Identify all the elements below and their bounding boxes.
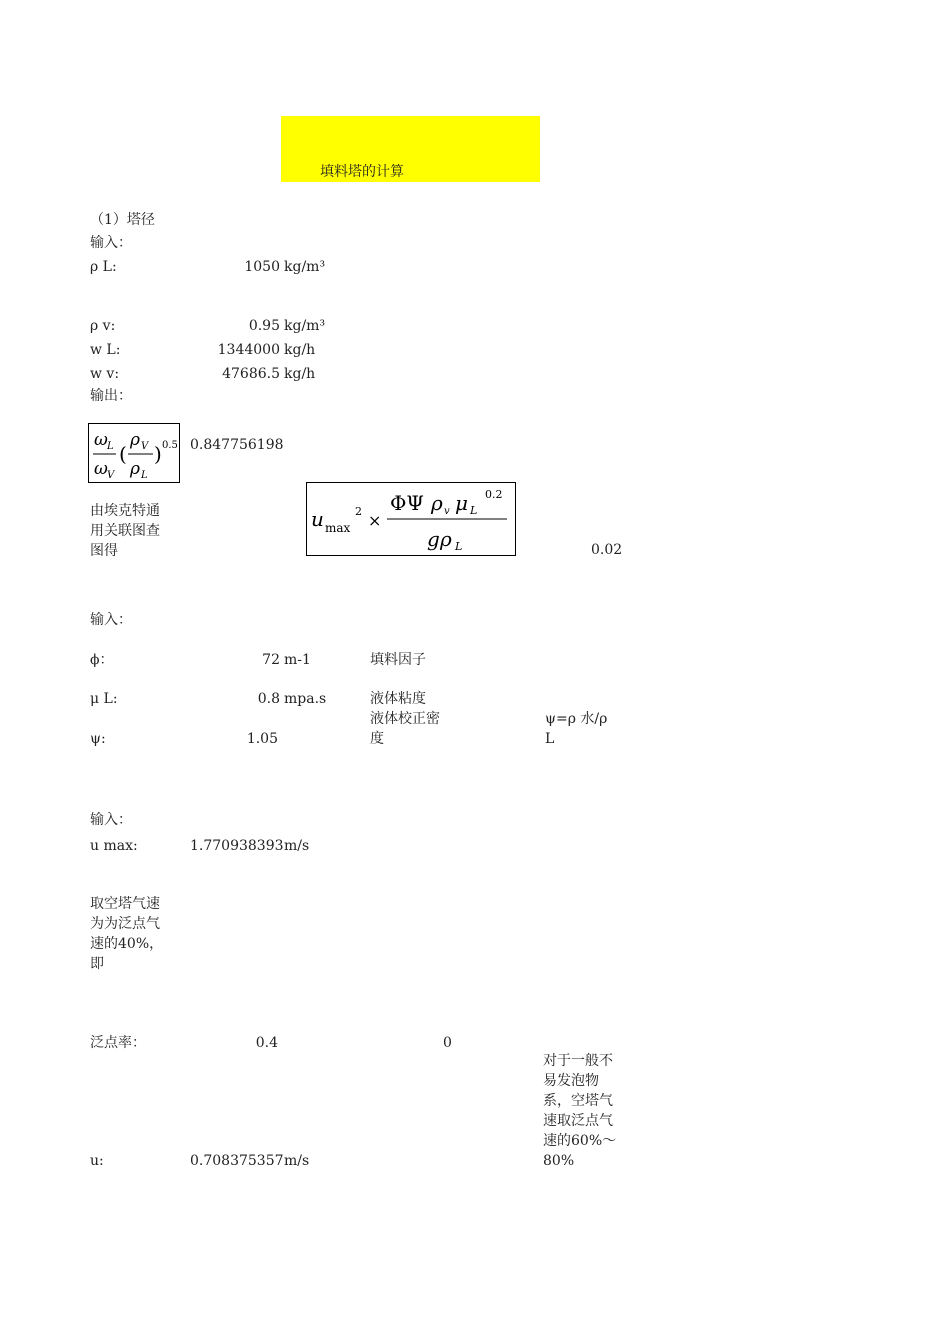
svg-text:×: × [368, 511, 382, 530]
svg-text:μ: μ [455, 491, 468, 515]
svg-text:L: L [455, 540, 463, 553]
mu-l-label: μ L: [90, 691, 118, 707]
psi-value: 1.05 [246, 731, 278, 747]
u-label: u: [90, 1153, 104, 1169]
svg-text:ρ: ρ [130, 459, 140, 479]
eckert-text: 由埃克特通用关联图查图得 [90, 503, 160, 559]
svg-text:0.5: 0.5 [162, 440, 178, 451]
psi-note: ψ=ρ 水/ρ L [545, 711, 608, 747]
flood-label: 泛点率： [90, 1035, 146, 1051]
umax-value: 1.770938393 [190, 838, 284, 854]
mu-l-unit: mpa.s [284, 691, 327, 707]
w-l-unit: kg/h [284, 342, 316, 358]
umax-unit: m/s [284, 838, 310, 854]
svg-text:V: V [141, 441, 149, 452]
psi-label: ψ: [90, 731, 106, 747]
u-value: 0.708375357 [190, 1153, 284, 1169]
svg-text:ω: ω [94, 459, 108, 479]
rho-l-value: 1050 [244, 259, 280, 275]
input-label-3: 输入： [90, 812, 132, 828]
umax-label: u max: [90, 838, 138, 854]
svg-text:u: u [311, 507, 324, 531]
rho-v-unit: kg/m³ [284, 318, 326, 334]
page-title: 填料塔的计算 [320, 164, 404, 180]
flood-value: 0.4 [255, 1035, 278, 1051]
input-label-2: 输入： [90, 612, 132, 628]
svg-text:ΦΨ: ΦΨ [390, 491, 424, 515]
rho-l-unit: kg/m³ [284, 259, 326, 275]
svg-text:ρ: ρ [440, 527, 452, 551]
rho-v-label: ρ v: [90, 318, 116, 334]
svg-text:L: L [107, 441, 114, 452]
svg-text:): ) [154, 442, 162, 466]
umax-formula [306, 482, 516, 556]
output-label: 输出： [90, 388, 132, 404]
input-label: 输入： [90, 235, 132, 251]
phi-label: ϕ： [90, 652, 114, 668]
w-v-unit: kg/h [284, 366, 316, 382]
svg-text:L: L [470, 504, 478, 517]
svg-text:V: V [107, 470, 115, 481]
svg-text:ω: ω [94, 430, 108, 450]
svg-text:(: ( [119, 442, 127, 466]
section-heading: （1）塔径 [90, 212, 155, 228]
svg-text:ρ: ρ [130, 430, 140, 450]
flood-note: 对于一般不易发泡物系，空塔气速取泛点气速的60%～80% [543, 1053, 617, 1169]
svg-text:g: g [427, 527, 440, 551]
title-banner [281, 116, 540, 182]
w-v-value: 47686.5 [222, 366, 280, 382]
take-text: 取空塔气速为为泛点气速的40%，即 [90, 896, 164, 972]
umax-expr-value: 0.02 [591, 542, 623, 558]
svg-text:ρ: ρ [431, 491, 443, 515]
ratio-value: 0.847756198 [190, 437, 284, 453]
phi-desc: 填料因子 [370, 652, 426, 668]
rho-l-label: ρ L: [90, 259, 117, 275]
svg-text:v: v [444, 506, 450, 517]
mu-l-value: 0.8 [257, 691, 280, 707]
svg-text:L: L [141, 470, 148, 481]
rho-v-value: 0.95 [248, 318, 280, 334]
phi-unit: m-1 [284, 652, 311, 668]
flood-extra: 0 [443, 1035, 452, 1051]
svg-text:0.2: 0.2 [485, 488, 503, 501]
psi-desc: 液体校正密度 [370, 711, 440, 747]
svg-text:max: max [325, 521, 351, 535]
ratio-formula [88, 423, 180, 483]
u-unit: m/s [284, 1153, 310, 1169]
mu-l-desc: 液体粘度 [370, 691, 426, 707]
phi-value: 72 [262, 652, 280, 668]
w-v-label: w v: [90, 366, 120, 382]
svg-text:2: 2 [355, 505, 362, 518]
w-l-label: w L: [90, 342, 121, 358]
w-l-value: 1344000 [217, 342, 280, 358]
